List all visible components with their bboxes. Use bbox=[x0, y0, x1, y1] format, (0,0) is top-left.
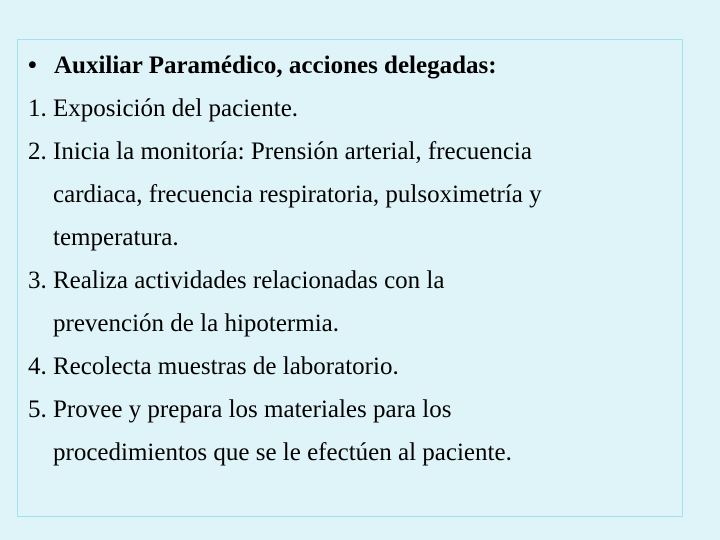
item-1-line: 1. Exposición del paciente. bbox=[28, 95, 299, 122]
item-3-line-2: prevención de la hipotermia. bbox=[53, 310, 339, 337]
item-3-line-1: 3. Realiza actividades relacionadas con la bbox=[28, 267, 445, 294]
heading-text: Auxiliar Paramédico, acciones delegadas: bbox=[54, 52, 497, 79]
item-5-line-1: 5. Provee y prepara los materiales para los bbox=[28, 396, 452, 423]
bullet-icon: • bbox=[28, 52, 37, 79]
item-5-line-2: procedimientos que se le efectúen al paciente. bbox=[53, 439, 512, 466]
item-2-line-2: cardiaca, frecuencia respiratoria, pulsoximetría y bbox=[53, 181, 542, 208]
item-2-line-1: 2. Inicia la monitoría: Prensión arterial, frecuencia bbox=[28, 138, 532, 165]
slide-heading bbox=[28, 44, 688, 87]
item-4-line: 4. Recolecta muestras de laboratorio. bbox=[28, 353, 399, 380]
slide-content bbox=[28, 44, 688, 474]
item-2-line-3: temperatura. bbox=[53, 224, 179, 251]
